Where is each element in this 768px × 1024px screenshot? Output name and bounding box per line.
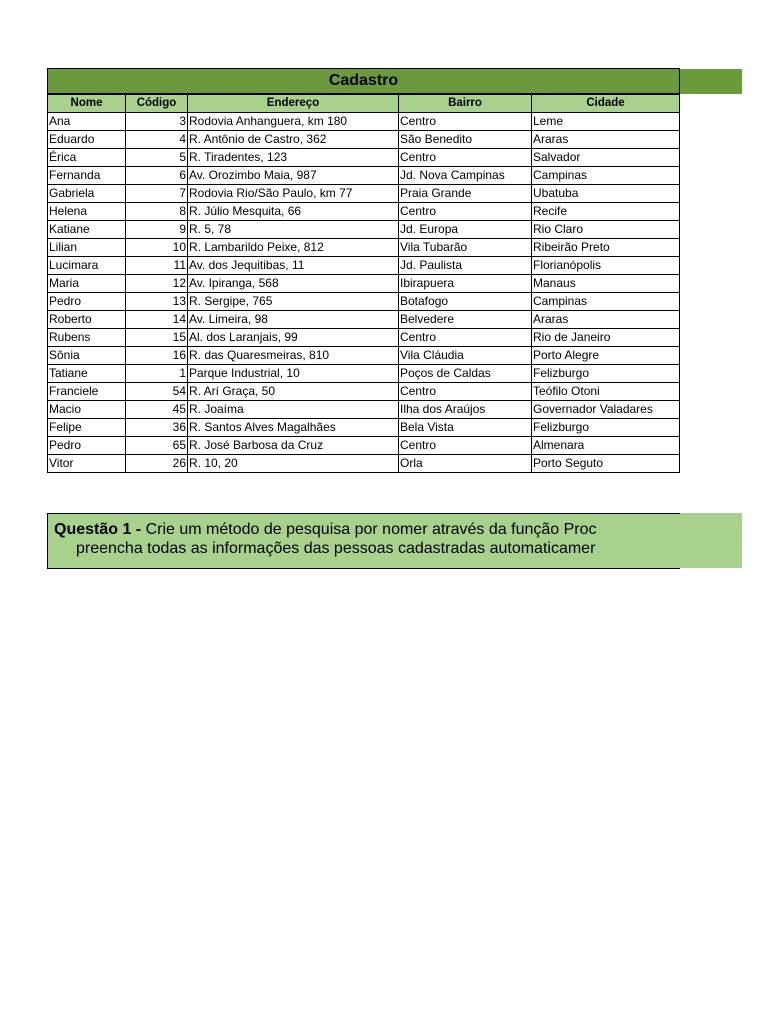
cell-bairro[interactable]: Jd. Europa — [399, 221, 532, 239]
cell-bairro[interactable]: Jd. Nova Campinas — [399, 167, 532, 185]
cell-nome[interactable]: Gabriela — [48, 185, 126, 203]
table-row — [48, 293, 680, 311]
cell-cidade[interactable]: Campinas — [532, 167, 680, 185]
cell-endereco[interactable]: R. 5, 78 — [188, 221, 399, 239]
cell-nome[interactable]: Sônia — [48, 347, 126, 365]
cell-bairro[interactable]: Botafogo — [399, 293, 532, 311]
cell-codigo[interactable]: 65 — [126, 437, 188, 455]
cell-cidade[interactable]: Rio de Janeiro — [532, 329, 680, 347]
cell-codigo[interactable]: 14 — [126, 311, 188, 329]
cell-nome[interactable]: Tatiane — [48, 365, 126, 383]
table-row — [48, 257, 680, 275]
cell-nome[interactable]: Macio — [48, 401, 126, 419]
cell-bairro[interactable]: Centro — [399, 329, 532, 347]
cell-bairro[interactable]: Vila Tubarão — [399, 239, 532, 257]
cell-codigo[interactable]: 9 — [126, 221, 188, 239]
cell-codigo[interactable]: 4 — [126, 131, 188, 149]
cell-nome[interactable]: Pedro — [48, 437, 126, 455]
cell-cidade[interactable]: Felizburgo — [532, 419, 680, 437]
cell-cidade[interactable]: Felizburgo — [532, 365, 680, 383]
cell-bairro[interactable]: Bela Vista — [399, 419, 532, 437]
cell-bairro[interactable]: Centro — [399, 383, 532, 401]
cell-bairro[interactable]: Centro — [399, 149, 532, 167]
cell-cidade[interactable]: Rio Claro — [532, 221, 680, 239]
header-endereco[interactable]: Endereço — [188, 95, 399, 113]
cell-nome[interactable]: Lilian — [48, 239, 126, 257]
header-nome[interactable]: Nome — [48, 95, 126, 113]
cell-nome[interactable]: Franciele — [48, 383, 126, 401]
table-row — [48, 437, 680, 455]
cell-nome[interactable]: Roberto — [48, 311, 126, 329]
table-row — [48, 311, 680, 329]
cell-cidade[interactable]: Salvador — [532, 149, 680, 167]
table-row — [48, 167, 680, 185]
header-bairro[interactable]: Bairro — [399, 95, 532, 113]
sheet-title: Cadastro — [47, 68, 680, 94]
table-row — [48, 329, 680, 347]
table-row — [48, 203, 680, 221]
cell-endereco[interactable]: Av. Limeira, 98 — [188, 311, 399, 329]
table-row — [48, 239, 680, 257]
cell-endereco[interactable]: R. Santos Alves Magalhães — [188, 419, 399, 437]
cell-cidade[interactable]: Leme — [532, 113, 680, 131]
cell-codigo[interactable]: 10 — [126, 239, 188, 257]
cell-nome[interactable]: Eduardo — [48, 131, 126, 149]
cell-codigo[interactable]: 15 — [126, 329, 188, 347]
title-bar-extension — [680, 69, 742, 94]
cell-endereco[interactable]: R. Tiradentes, 123 — [188, 149, 399, 167]
cell-codigo[interactable]: 7 — [126, 185, 188, 203]
cell-cidade[interactable]: Araras — [532, 311, 680, 329]
cell-codigo[interactable]: 5 — [126, 149, 188, 167]
cell-endereco[interactable]: R. José Barbosa da Cruz — [188, 437, 399, 455]
table-row — [48, 401, 680, 419]
cell-bairro[interactable]: Centro — [399, 203, 532, 221]
question-text-1: Crie um método de pesquisa por nomer através da função Proc — [145, 521, 597, 538]
cell-cidade[interactable]: Almenara — [532, 437, 680, 455]
cadastro-table — [47, 94, 680, 473]
cell-endereco[interactable]: Rodovia Anhanguera, km 180 — [188, 113, 399, 131]
cell-codigo[interactable]: 13 — [126, 293, 188, 311]
cell-endereco[interactable]: Av. Ipiranga, 568 — [188, 275, 399, 293]
cell-nome[interactable]: Lucimara — [48, 257, 126, 275]
table-row — [48, 221, 680, 239]
cell-cidade[interactable]: Porto Seguto — [532, 455, 680, 473]
table-row — [48, 185, 680, 203]
cell-nome[interactable]: Helena — [48, 203, 126, 221]
cell-bairro[interactable]: Jd. Paulista — [399, 257, 532, 275]
cell-codigo[interactable]: 45 — [126, 401, 188, 419]
cell-endereco[interactable]: R. Sergipe, 765 — [188, 293, 399, 311]
cell-endereco[interactable]: R. Arí Graça, 50 — [188, 383, 399, 401]
cell-nome[interactable]: Érica — [48, 149, 126, 167]
table-row — [48, 131, 680, 149]
cell-codigo[interactable]: 3 — [126, 113, 188, 131]
cell-nome[interactable]: Vitor — [48, 455, 126, 473]
cell-endereco[interactable]: R. Júlio Mesquita, 66 — [188, 203, 399, 221]
cell-endereco[interactable]: Av. Orozimbo Maia, 987 — [188, 167, 399, 185]
cell-bairro[interactable]: Orla — [399, 455, 532, 473]
cell-bairro[interactable]: Centro — [399, 113, 532, 131]
cell-endereco[interactable]: Al. dos Laranjais, 99 — [188, 329, 399, 347]
cell-codigo[interactable]: 1 — [126, 365, 188, 383]
cell-nome[interactable]: Felipe — [48, 419, 126, 437]
cell-endereco[interactable]: Rodovia Rio/São Paulo, km 77 — [188, 185, 399, 203]
question-box-extension — [680, 513, 742, 568]
table-row — [48, 383, 680, 401]
cell-cidade[interactable]: Ribeirão Preto — [532, 239, 680, 257]
cell-nome[interactable]: Katiane — [48, 221, 126, 239]
cell-nome[interactable]: Pedro — [48, 293, 126, 311]
cell-endereco[interactable]: R. 10, 20 — [188, 455, 399, 473]
cell-codigo[interactable]: 54 — [126, 383, 188, 401]
table-row — [48, 419, 680, 437]
cell-codigo[interactable]: 8 — [126, 203, 188, 221]
cell-nome[interactable]: Ana — [48, 113, 126, 131]
header-cidade[interactable]: Cidade — [532, 95, 680, 113]
cell-nome[interactable]: Maria — [48, 275, 126, 293]
cell-bairro[interactable]: Praia Grande — [399, 185, 532, 203]
cell-nome[interactable]: Fernanda — [48, 167, 126, 185]
cell-endereco[interactable]: Av. dos Jequitibas, 11 — [188, 257, 399, 275]
cell-cidade[interactable]: Porto Alegre — [532, 347, 680, 365]
cell-cidade[interactable]: Recife — [532, 203, 680, 221]
cell-bairro[interactable]: Vila Cláudia — [399, 347, 532, 365]
cell-cidade[interactable]: Governador Valadares — [532, 401, 680, 419]
cell-cidade[interactable]: Ubatuba — [532, 185, 680, 203]
cell-cidade[interactable]: Manaus — [532, 275, 680, 293]
cell-endereco[interactable]: Parque Industrial, 10 — [188, 365, 399, 383]
header-row — [48, 95, 680, 113]
cell-bairro[interactable]: Poços de Caldas — [399, 365, 532, 383]
cell-codigo[interactable]: 26 — [126, 455, 188, 473]
cell-codigo[interactable]: 16 — [126, 347, 188, 365]
table-row — [48, 455, 680, 473]
table-row — [48, 365, 680, 383]
cell-cidade[interactable]: Florianópolis — [532, 257, 680, 275]
cell-endereco[interactable]: R. das Quaresmeiras, 810 — [188, 347, 399, 365]
cell-codigo[interactable]: 6 — [126, 167, 188, 185]
cell-cidade[interactable]: Araras — [532, 131, 680, 149]
cell-nome[interactable]: Rubens — [48, 329, 126, 347]
question-line-1 — [54, 520, 597, 539]
cell-bairro[interactable]: Ilha dos Araújos — [399, 401, 532, 419]
cell-bairro[interactable]: Centro — [399, 437, 532, 455]
cell-endereco[interactable]: R. Joaíma — [188, 401, 399, 419]
table-row — [48, 347, 680, 365]
cell-cidade[interactable]: Teófilo Otoni — [532, 383, 680, 401]
cell-endereco[interactable]: R. Lambarildo Peixe, 812 — [188, 239, 399, 257]
cell-codigo[interactable]: 12 — [126, 275, 188, 293]
cell-codigo[interactable]: 11 — [126, 257, 188, 275]
cell-endereco[interactable]: R. Antônio de Castro, 362 — [188, 131, 399, 149]
table-row — [48, 113, 680, 131]
cell-codigo[interactable]: 36 — [126, 419, 188, 437]
table-row — [48, 275, 680, 293]
cell-bairro[interactable]: Belvedere — [399, 311, 532, 329]
table-row — [48, 149, 680, 167]
cell-bairro[interactable]: Ibirapuera — [399, 275, 532, 293]
question-label: Questão 1 - — [54, 521, 142, 538]
question-text-2: preencha todas as informações das pessoas cadastradas automaticamer — [76, 540, 596, 557]
cell-bairro[interactable]: São Benedito — [399, 131, 532, 149]
question-line-2 — [76, 539, 595, 558]
cell-cidade[interactable]: Campinas — [532, 293, 680, 311]
header-codigo[interactable]: Código — [126, 95, 188, 113]
question-box — [47, 513, 680, 569]
